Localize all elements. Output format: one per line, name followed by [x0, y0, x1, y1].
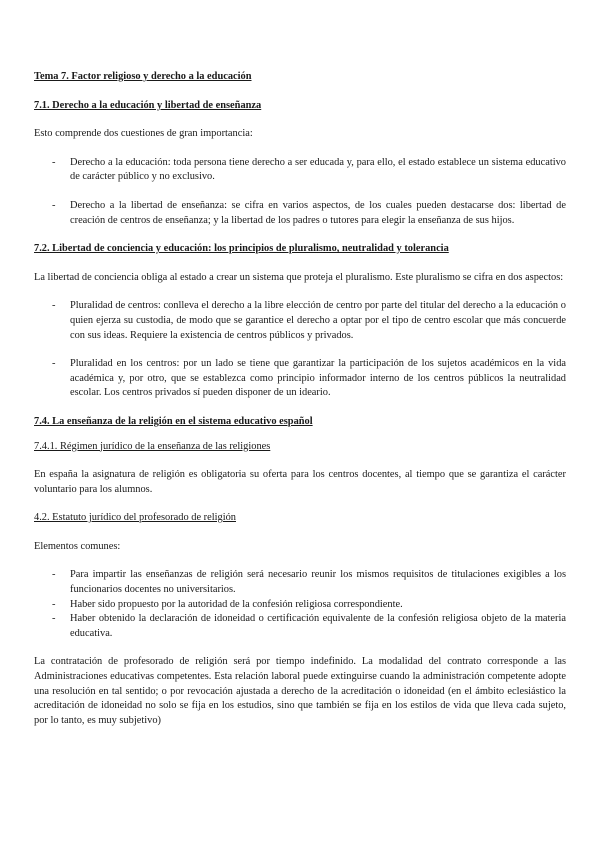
list-item: - Haber sido propuesto por la autoridad de la confesión religiosa correspondiente. [34, 598, 566, 613]
common-elements-intro: Elementos comunes: [34, 540, 121, 552]
list-item: - Pluralidad de centros: conlleva el derecho a la libre elección de centro por parte del titular del derecho a la educación o quien ejerza su custodia, de modo que se garantice el derecho a optar por el tipo de centro escolar que más concuerde con sus ideas. Requiere la existencia de centros públicos y privados. [34, 299, 566, 343]
list-item: - Para impartir las enseñanzas de religión será necesario reunir los mismos requisitos de titulaciones exigibles a los funcionarios docentes no universitarios. [34, 568, 566, 597]
subsection-7-4-1-paragraph: En españa la asignatura de religión es obligatoria su oferta para los centros docentes, al tiempo que se garantiza el carácter voluntario para los alumnos. [34, 469, 566, 495]
section-heading-7-2: 7.2. Libertad de conciencia y educación: los principios de pluralismo, neutralidad y tolerancia [34, 243, 449, 255]
section-7-1-intro: Esto comprende dos cuestiones de gran importancia: [34, 128, 253, 140]
common-elements-list [34, 568, 566, 641]
section-heading-7-1: 7.1. Derecho a la educación y libertad de enseñanza [34, 99, 262, 111]
list-item: - Haber obtenido la declaración de idoneidad o certificación equivalente de la confesión religiosa objeto de la materia educativa. [34, 612, 566, 641]
list-item: - Derecho a la educación: toda persona tiene derecho a ser educada y, para ello, el estado establece un sistema educativo de carácter público y no exclusivo. [34, 156, 566, 185]
section-heading-7-4: 7.4. La enseñanza de la religión en el sistema educativo español [34, 415, 313, 427]
subsection-heading-7-4-1: 7.4.1. Régimen jurídico de la enseñanza de las religiones [34, 440, 271, 452]
section-7-2-intro: La libertad de conciencia obliga al estado a crear un sistema que proteja el pluralismo. Este pluralismo se cifra en dos aspectos: [34, 271, 564, 283]
section-7-2-list [34, 299, 566, 401]
document-title: Tema 7. Factor religioso y derecho a la educación [34, 71, 252, 82]
hiring-paragraph: La contratación de profesorado de religión será por tiempo indefinido. La modalidad del contrato corresponde a las Administraciones educativas competentes. Esta relación laboral puede extinguirse cuando la administración competente adopte una resolución en tal sentido; o por revocación ajustada a derecho de la acreditación o idoneidad (en el ámbito eclesiástico la acreditación de idoneidad no solo se fija en los estudios, sino que también se fija en los estilos de vida que lleva cada sujeto, por lo tanto, es muy subjetivo) [34, 656, 566, 726]
list-item: - Pluralidad en los centros: por un lado se tiene que garantizar la participación de los sujetos académicos en la vida académica y, por otro, que se establezca como principio informador interno de los centros públicos la neutralidad escolar. Los centros privados sí pueden disponer de un ideario. [34, 357, 566, 401]
subsection-heading-4-2: 4.2. Estatuto jurídico del profesorado de religión [34, 512, 236, 524]
section-7-1-list [34, 156, 566, 228]
list-item: - Derecho a la libertad de enseñanza: se cifra en varios aspectos, de los cuales pueden destacarse dos: libertad de creación de centros de enseñanza; y la libertad de los padres o tutores para elegir la enseñanza de sus hijos. [34, 199, 566, 228]
